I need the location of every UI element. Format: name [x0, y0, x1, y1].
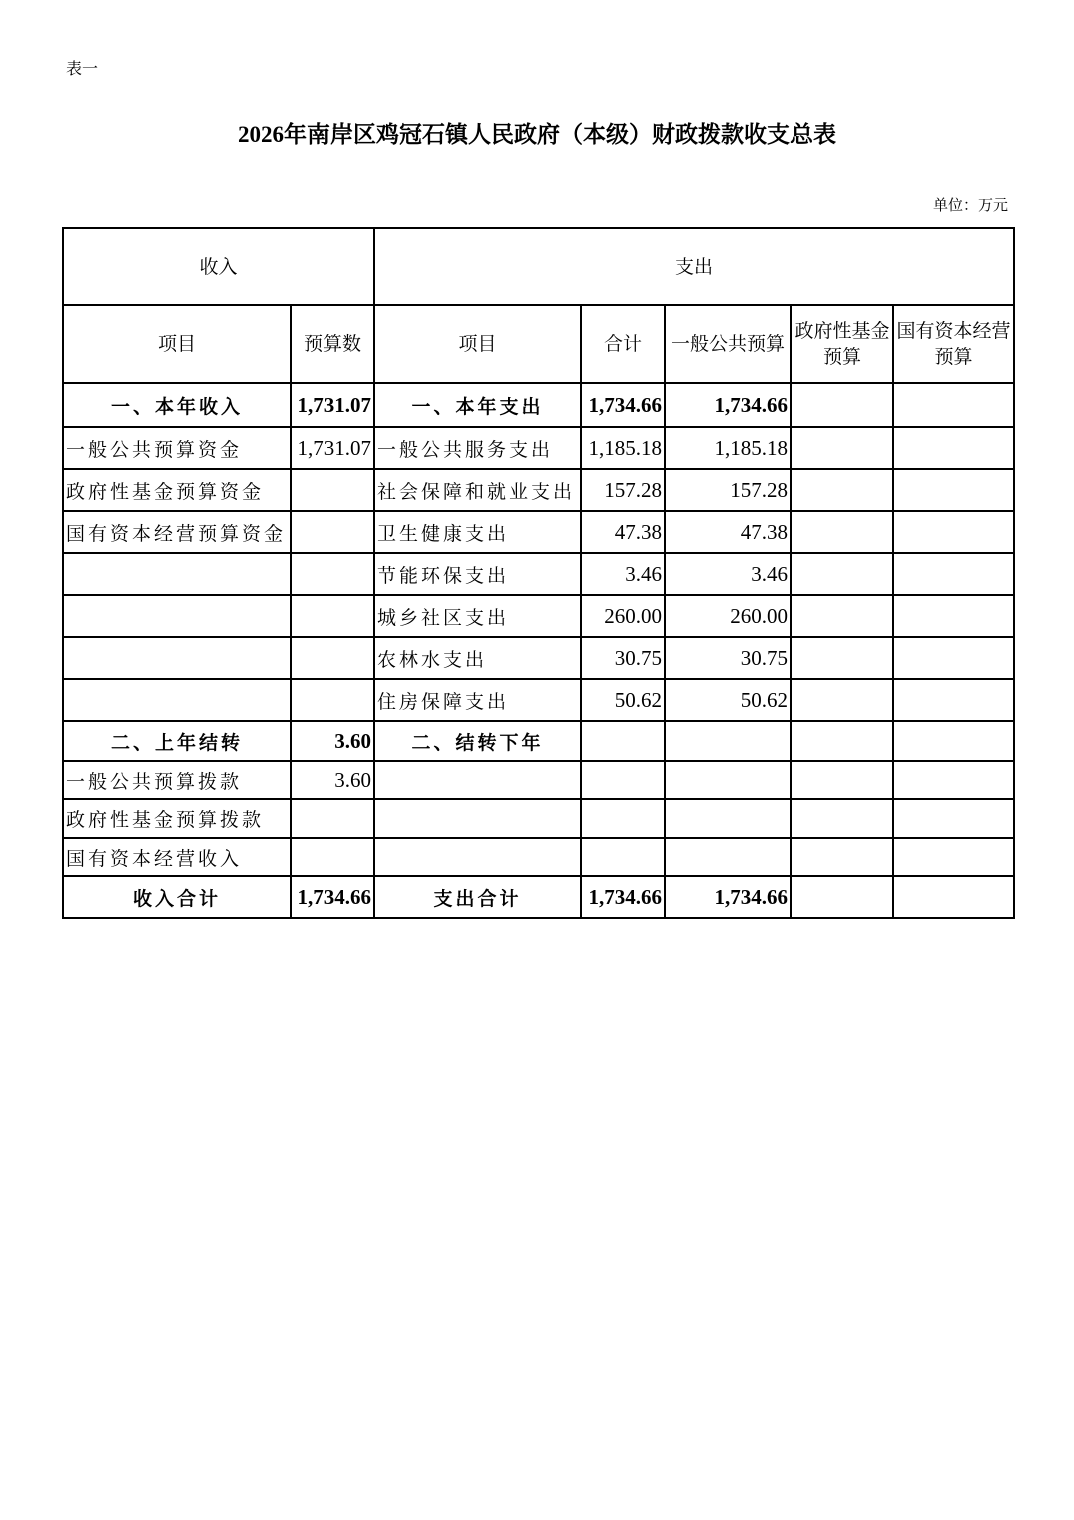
col-header-income-item: 项目: [63, 305, 291, 383]
expense-general-cell: 50.62: [665, 679, 791, 721]
expense-item-cell: 住房保障支出: [374, 679, 581, 721]
expense-general-cell: [665, 761, 791, 799]
income-item-cell: [63, 553, 291, 595]
expense-capital-cell: [893, 799, 1014, 838]
expense-general-cell: [665, 721, 791, 761]
income-item-cell: 政府性基金预算资金: [63, 469, 291, 511]
expense-item-cell: 卫生健康支出: [374, 511, 581, 553]
section-header-row: [63, 228, 1014, 305]
expense-general-cell: [665, 838, 791, 876]
expense-total-cell: [581, 799, 665, 838]
income-item-cell: 二、上年结转: [63, 721, 291, 761]
income-item-cell: 政府性基金预算拨款: [63, 799, 291, 838]
expense-general-cell: 47.38: [665, 511, 791, 553]
income-item-cell: 收入合计: [63, 876, 291, 918]
income-item-cell: 国有资本经营收入: [63, 838, 291, 876]
expense-fund-cell: [791, 637, 893, 679]
income-item-cell: [63, 637, 291, 679]
table-row: [63, 721, 1014, 761]
expense-total-cell: [581, 721, 665, 761]
col-header-total: 合计: [581, 305, 665, 383]
income-budget-cell: [291, 799, 374, 838]
expense-total-cell: 47.38: [581, 511, 665, 553]
expense-general-cell: 3.46: [665, 553, 791, 595]
expense-general-cell: [665, 799, 791, 838]
unit-label: 单位：万元: [932, 196, 1008, 214]
col-header-general-budget: 一般公共预算: [665, 305, 791, 383]
income-budget-cell: 3.60: [291, 721, 374, 761]
expense-total-cell: 3.46: [581, 553, 665, 595]
col-header-expense-item: 项目: [374, 305, 581, 383]
income-item-cell: 一、本年收入: [63, 383, 291, 427]
budget-table: [62, 227, 1015, 919]
income-budget-cell: 3.60: [291, 761, 374, 799]
table-row: [63, 761, 1014, 799]
expense-general-cell: 260.00: [665, 595, 791, 637]
expense-item-cell: 节能环保支出: [374, 553, 581, 595]
expense-general-cell: 157.28: [665, 469, 791, 511]
total-row: [63, 876, 1014, 918]
income-header: 收入: [63, 228, 374, 305]
expense-item-cell: [374, 761, 581, 799]
expense-item-cell: 一、本年支出: [374, 383, 581, 427]
income-budget-cell: [291, 553, 374, 595]
expense-item-cell: 支出合计: [374, 876, 581, 918]
expense-total-cell: 1,734.66: [581, 876, 665, 918]
expense-capital-cell: [893, 876, 1014, 918]
expense-capital-cell: [893, 511, 1014, 553]
expense-total-cell: 260.00: [581, 595, 665, 637]
expense-item-cell: 社会保障和就业支出: [374, 469, 581, 511]
expense-fund-cell: [791, 383, 893, 427]
expense-total-cell: [581, 761, 665, 799]
expense-fund-cell: [791, 679, 893, 721]
expense-general-cell: 1,734.66: [665, 383, 791, 427]
income-item-cell: [63, 595, 291, 637]
expense-fund-cell: [791, 761, 893, 799]
income-item-cell: 一般公共预算资金: [63, 427, 291, 469]
expense-capital-cell: [893, 383, 1014, 427]
expense-capital-cell: [893, 427, 1014, 469]
income-budget-cell: [291, 637, 374, 679]
income-item-cell: 国有资本经营预算资金: [63, 511, 291, 553]
expense-capital-cell: [893, 679, 1014, 721]
col-header-fund-budget: 政府性基金预算: [791, 305, 893, 383]
expense-total-cell: 50.62: [581, 679, 665, 721]
expense-fund-cell: [791, 469, 893, 511]
table-row: [63, 679, 1014, 721]
expense-general-cell: 1,185.18: [665, 427, 791, 469]
table-row: [63, 595, 1014, 637]
expense-capital-cell: [893, 838, 1014, 876]
income-budget-cell: [291, 469, 374, 511]
income-budget-cell: [291, 838, 374, 876]
expense-capital-cell: [893, 721, 1014, 761]
table-row: [63, 427, 1014, 469]
expense-general-cell: 30.75: [665, 637, 791, 679]
table-row: [63, 511, 1014, 553]
expense-fund-cell: [791, 427, 893, 469]
expense-total-cell: [581, 838, 665, 876]
income-budget-cell: 1,731.07: [291, 383, 374, 427]
expense-item-cell: 农林水支出: [374, 637, 581, 679]
expense-capital-cell: [893, 595, 1014, 637]
expense-item-cell: 二、结转下年: [374, 721, 581, 761]
expense-total-cell: 1,734.66: [581, 383, 665, 427]
expense-capital-cell: [893, 553, 1014, 595]
expense-item-cell: 一般公共服务支出: [374, 427, 581, 469]
table-row: [63, 383, 1014, 427]
expense-total-cell: 30.75: [581, 637, 665, 679]
expense-fund-cell: [791, 799, 893, 838]
expense-item-cell: 城乡社区支出: [374, 595, 581, 637]
table-row: [63, 553, 1014, 595]
expense-fund-cell: [791, 511, 893, 553]
expense-fund-cell: [791, 838, 893, 876]
expense-capital-cell: [893, 761, 1014, 799]
expense-capital-cell: [893, 637, 1014, 679]
expense-total-cell: 1,185.18: [581, 427, 665, 469]
income-budget-cell: [291, 511, 374, 553]
expense-item-cell: [374, 838, 581, 876]
expense-fund-cell: [791, 721, 893, 761]
expense-fund-cell: [791, 553, 893, 595]
table-row: [63, 799, 1014, 838]
table-row: [63, 469, 1014, 511]
col-header-capital-budget: 国有资本经营预算: [893, 305, 1014, 383]
income-budget-cell: [291, 595, 374, 637]
income-item-cell: [63, 679, 291, 721]
income-budget-cell: 1,734.66: [291, 876, 374, 918]
expense-header: 支出: [374, 228, 1014, 305]
income-budget-cell: [291, 679, 374, 721]
expense-total-cell: 157.28: [581, 469, 665, 511]
income-budget-cell: 1,731.07: [291, 427, 374, 469]
page-title: 2026年南岸区鸡冠石镇人民政府（本级）财政拨款收支总表: [238, 122, 836, 147]
expense-item-cell: [374, 799, 581, 838]
table-row: [63, 838, 1014, 876]
table-number-label: 表一: [66, 59, 99, 78]
col-header-budget: 预算数: [291, 305, 374, 383]
expense-general-cell: 1,734.66: [665, 876, 791, 918]
table-row: [63, 637, 1014, 679]
column-header-row: [63, 305, 1014, 383]
expense-fund-cell: [791, 876, 893, 918]
expense-fund-cell: [791, 595, 893, 637]
expense-capital-cell: [893, 469, 1014, 511]
income-item-cell: 一般公共预算拨款: [63, 761, 291, 799]
